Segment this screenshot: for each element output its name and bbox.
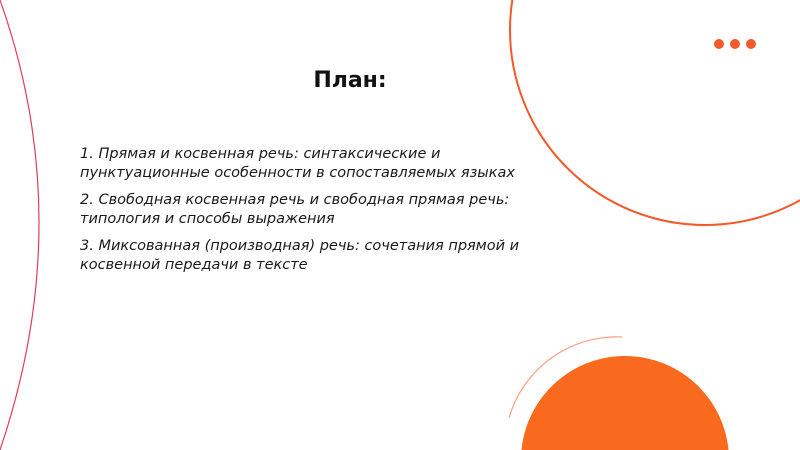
dot	[730, 39, 740, 49]
slide-title: План:	[313, 68, 387, 93]
dot	[746, 39, 756, 49]
dots-menu-icon	[714, 39, 756, 49]
plan-list	[80, 145, 560, 283]
dot	[714, 39, 724, 49]
bottom-orange-circle-decoration	[521, 356, 729, 450]
plan-item: 3. Миксованная (производная) речь: сочетания прямой и косвенной передачи в тексте	[80, 238, 520, 273]
plan-item: 1. Прямая и косвенная речь: синтаксические и пунктуационные особенности в сопоставляемых языках	[80, 146, 515, 181]
plan-item: 2. Свободная косвенная речь и свободная прямая речь: типология и способы выражения	[80, 192, 510, 227]
